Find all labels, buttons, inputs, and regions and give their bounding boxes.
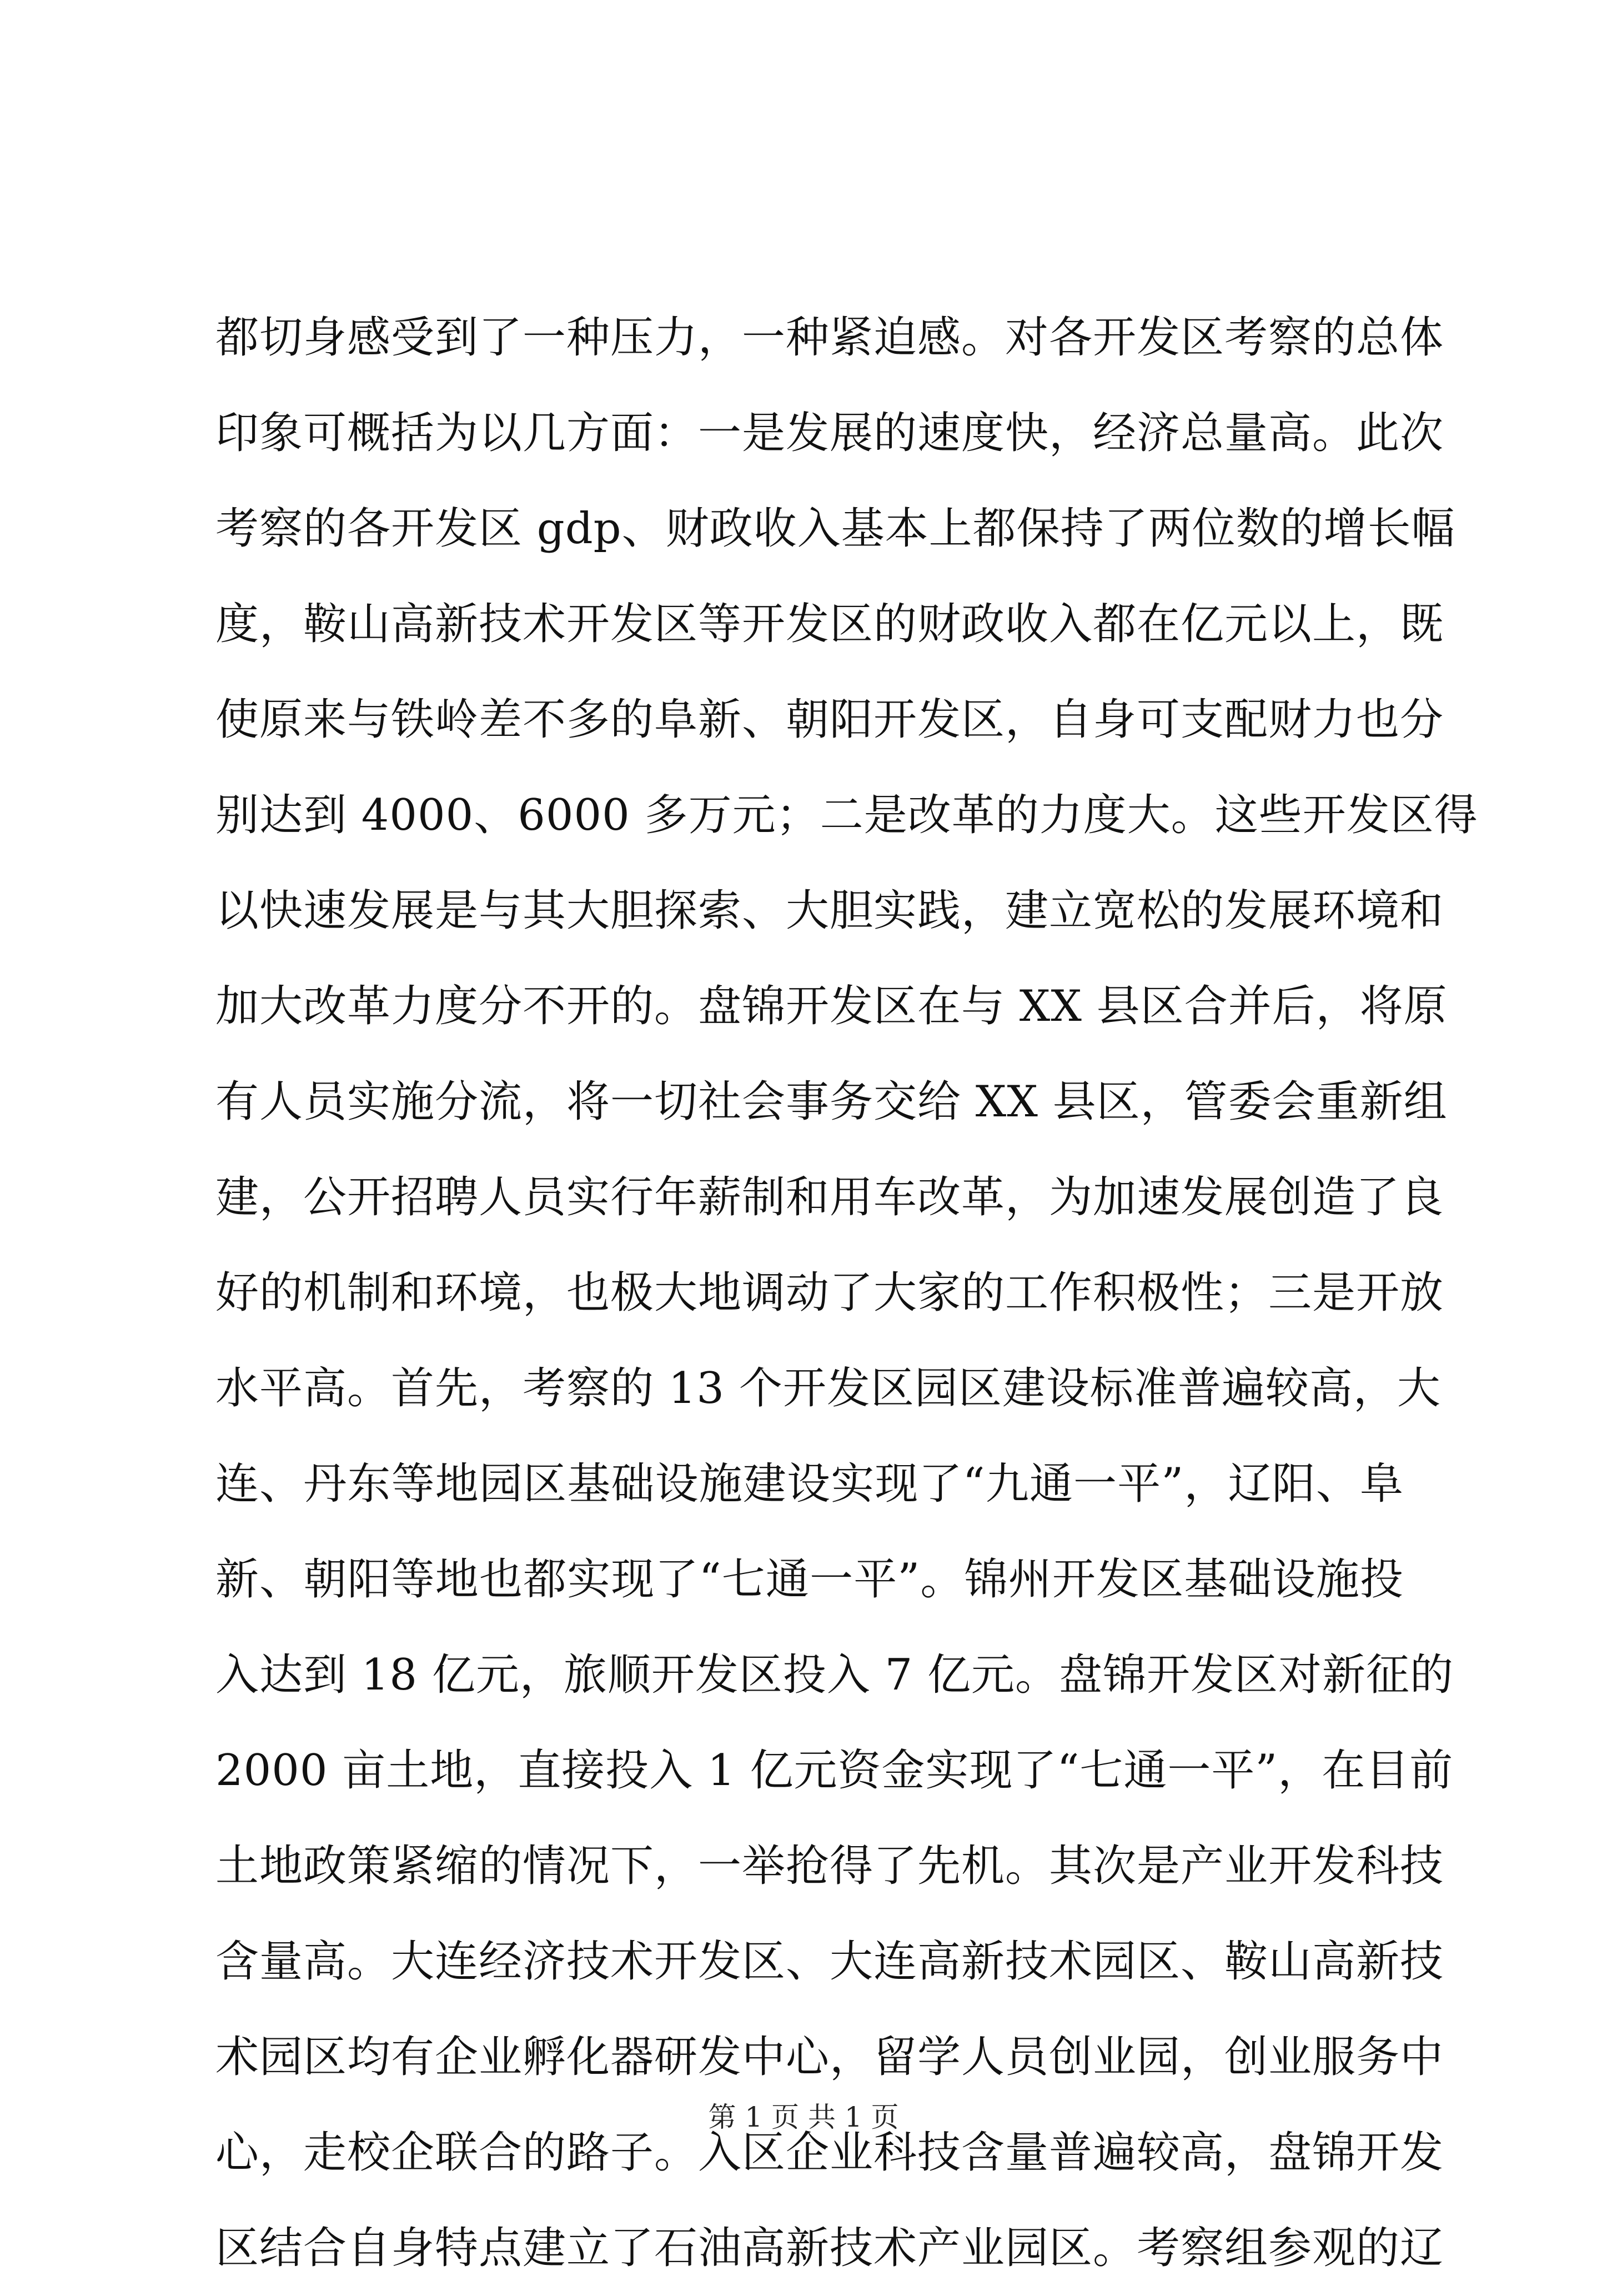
text-line: 含量高。大连经济技术开发区、大连高新技术园区、鞍山高新技 (215, 1937, 1444, 1987)
text-line: 2000 亩土地，直接投入 1 亿元资金实现了“七通一平”，在目前 (215, 1746, 1454, 1796)
text-line: 使原来与铁岭差不多的阜新、朝阳开发区，自身可支配财力也分 (215, 695, 1444, 745)
text-line: 有人员实施分流，将一切社会事务交给 XX 县区，管委会重新组 (215, 1077, 1448, 1127)
text-line: 度，鞍山高新技术开发区等开发区的财政收入都在亿元以上，既 (215, 599, 1444, 649)
body-text (215, 290, 1478, 2296)
page-number: 第 1 页 共 1 页 (708, 2101, 899, 2133)
text-line: 别达到 4000、6000 多万元；二是改革的力度大。这些开发区得 (215, 790, 1478, 840)
text-line: 好的机制和环境，也极大地调动了大家的工作积极性；三是开放 (215, 1268, 1444, 1318)
text-line: 以快速发展是与其大胆探索、大胆实践，建立宽松的发展环境和 (215, 886, 1444, 936)
text-line: 区结合自身特点建立了石油高新技术产业园区。考察组参观的辽 (215, 2223, 1444, 2273)
text-line: 连、丹东等地园区基础设施建设实现了“九通一平”，辽阳、阜 (215, 1459, 1404, 1509)
text-line: 都切身感受到了一种压力，一种紧迫感。对各开发区考察的总体 (215, 313, 1444, 363)
text-line: 术园区均有企业孵化器研发中心，留学人员创业园，创业服务中 (215, 2032, 1444, 2082)
text-line: 建，公开招聘人员实行年薪制和用车改革，为加速发展创造了良 (215, 1172, 1444, 1222)
text-line: 心，走校企联合的路子。入区企业科技含量普遍较高，盘锦开发 (215, 2128, 1444, 2178)
text-line: 土地政策紧缩的情况下，一举抢得了先机。其次是产业开发科技 (215, 1841, 1444, 1891)
text-line: 入达到 18 亿元，旅顺开发区投入 7 亿元。盘锦开发区对新征的 (215, 1650, 1454, 1700)
text-line: 印象可概括为以几方面：一是发展的速度快，经济总量高。此次 (215, 408, 1444, 458)
text-line: 水平高。首先，考察的 13 个开发区园区建设标准普遍较高，大 (215, 1363, 1441, 1413)
text-line: 加大改革力度分不开的。盘锦开发区在与 XX 县区合并后，将原 (215, 981, 1448, 1031)
text-line: 考察的各开发区 gdp、财政收入基本上都保持了两位数的增长幅 (215, 504, 1455, 554)
text-line: 新、朝阳等地也都实现了“七通一平”。锦州开发区基础设施投 (215, 1555, 1404, 1605)
